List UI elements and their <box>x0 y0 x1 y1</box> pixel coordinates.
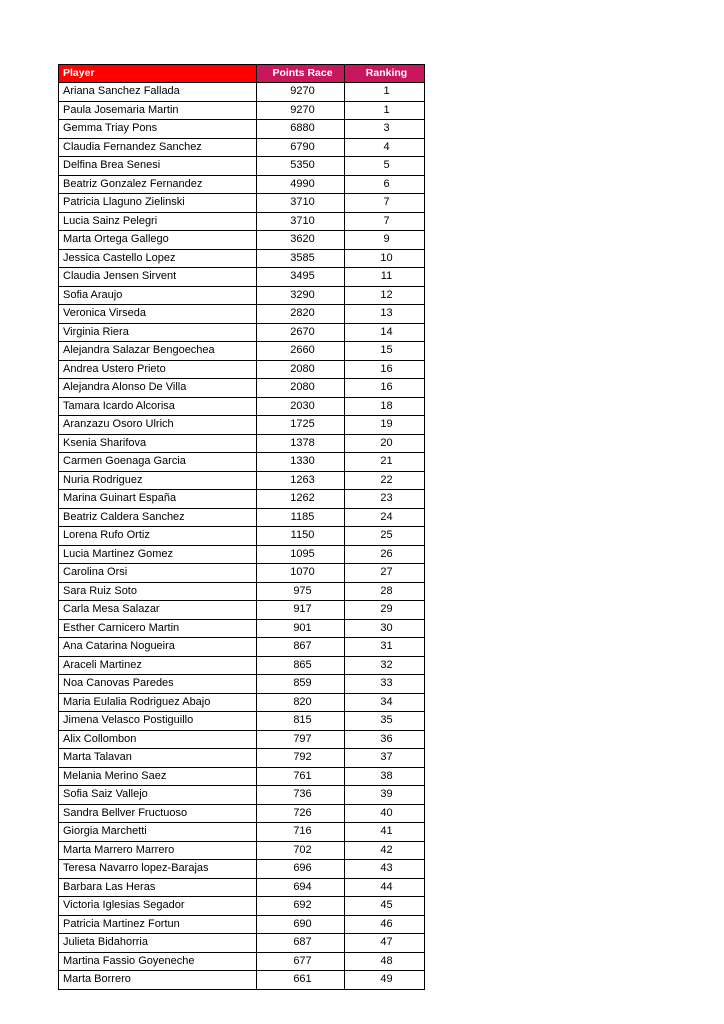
table-row <box>59 249 425 268</box>
cell-ranking: 31 <box>345 638 425 657</box>
cell-points-race: 5350 <box>257 157 345 176</box>
table-row <box>59 952 425 971</box>
cell-ranking: 35 <box>345 712 425 731</box>
cell-points-race: 1095 <box>257 545 345 564</box>
table-row <box>59 434 425 453</box>
cell-ranking: 40 <box>345 804 425 823</box>
cell-points-race: 716 <box>257 823 345 842</box>
cell-player: Claudia Jensen Sirvent <box>59 268 257 287</box>
table-header-row <box>59 65 425 83</box>
table-row <box>59 138 425 157</box>
cell-ranking: 49 <box>345 971 425 990</box>
table-row <box>59 453 425 472</box>
cell-ranking: 43 <box>345 860 425 879</box>
cell-ranking: 28 <box>345 582 425 601</box>
table-body <box>59 83 425 990</box>
cell-ranking: 16 <box>345 360 425 379</box>
cell-ranking: 20 <box>345 434 425 453</box>
cell-ranking: 16 <box>345 379 425 398</box>
cell-ranking: 29 <box>345 601 425 620</box>
cell-ranking: 11 <box>345 268 425 287</box>
cell-player: Marta Marrero Marrero <box>59 841 257 860</box>
cell-ranking: 14 <box>345 323 425 342</box>
cell-player: Patricia Llaguno Zielinski <box>59 194 257 213</box>
cell-player: Araceli Martinez <box>59 656 257 675</box>
cell-points-race: 917 <box>257 601 345 620</box>
table-row <box>59 749 425 768</box>
cell-ranking: 41 <box>345 823 425 842</box>
table-row <box>59 545 425 564</box>
cell-points-race: 3290 <box>257 286 345 305</box>
cell-points-race: 867 <box>257 638 345 657</box>
cell-points-race: 1185 <box>257 508 345 527</box>
cell-player: Virginia Riera <box>59 323 257 342</box>
cell-points-race: 1330 <box>257 453 345 472</box>
table-row <box>59 675 425 694</box>
cell-points-race: 4990 <box>257 175 345 194</box>
table-row <box>59 860 425 879</box>
table-row <box>59 342 425 361</box>
table-row <box>59 601 425 620</box>
cell-points-race: 1150 <box>257 527 345 546</box>
cell-player: Beatriz Caldera Sanchez <box>59 508 257 527</box>
cell-points-race: 3710 <box>257 194 345 213</box>
cell-player: Ana Catarina Nogueira <box>59 638 257 657</box>
cell-ranking: 3 <box>345 120 425 139</box>
cell-points-race: 687 <box>257 934 345 953</box>
cell-ranking: 25 <box>345 527 425 546</box>
cell-points-race: 865 <box>257 656 345 675</box>
table-row <box>59 416 425 435</box>
cell-ranking: 21 <box>345 453 425 472</box>
cell-ranking: 7 <box>345 212 425 231</box>
cell-player: Jimena Velasco Postiguillo <box>59 712 257 731</box>
cell-ranking: 32 <box>345 656 425 675</box>
cell-player: Sofia Saiz Vallejo <box>59 786 257 805</box>
cell-player: Barbara Las Heras <box>59 878 257 897</box>
cell-ranking: 48 <box>345 952 425 971</box>
table-row <box>59 120 425 139</box>
cell-player: Andrea Ustero Prieto <box>59 360 257 379</box>
cell-player: Marta Borrero <box>59 971 257 990</box>
cell-player: Alejandra Salazar Bengoechea <box>59 342 257 361</box>
table-header <box>59 65 425 83</box>
cell-points-race: 2660 <box>257 342 345 361</box>
cell-ranking: 26 <box>345 545 425 564</box>
cell-points-race: 690 <box>257 915 345 934</box>
ranking-table <box>58 64 425 990</box>
cell-ranking: 19 <box>345 416 425 435</box>
cell-points-race: 661 <box>257 971 345 990</box>
cell-player: Melania Merino Saez <box>59 767 257 786</box>
column-header-ranking: Ranking <box>345 65 425 83</box>
cell-player: Alix Collombon <box>59 730 257 749</box>
table-row <box>59 508 425 527</box>
cell-points-race: 3495 <box>257 268 345 287</box>
cell-player: Veronica Virseda <box>59 305 257 324</box>
cell-ranking: 12 <box>345 286 425 305</box>
cell-player: Delfina Brea Senesi <box>59 157 257 176</box>
cell-points-race: 692 <box>257 897 345 916</box>
cell-player: Claudia Fernandez Sanchez <box>59 138 257 157</box>
cell-ranking: 27 <box>345 564 425 583</box>
table-row <box>59 194 425 213</box>
cell-player: Teresa Navarro lopez-Barajas <box>59 860 257 879</box>
cell-ranking: 7 <box>345 194 425 213</box>
cell-player: Noa Canovas Paredes <box>59 675 257 694</box>
cell-points-race: 815 <box>257 712 345 731</box>
cell-points-race: 696 <box>257 860 345 879</box>
cell-points-race: 2080 <box>257 379 345 398</box>
cell-ranking: 22 <box>345 471 425 490</box>
cell-points-race: 2820 <box>257 305 345 324</box>
cell-ranking: 24 <box>345 508 425 527</box>
table-row <box>59 231 425 250</box>
cell-player: Sara Ruiz Soto <box>59 582 257 601</box>
cell-player: Paula Josemaria Martin <box>59 101 257 120</box>
table-row <box>59 619 425 638</box>
table-row <box>59 379 425 398</box>
column-header-player: Player <box>59 65 257 83</box>
cell-points-race: 3710 <box>257 212 345 231</box>
column-header-points-race: Points Race <box>257 65 345 83</box>
cell-points-race: 792 <box>257 749 345 768</box>
cell-points-race: 2670 <box>257 323 345 342</box>
cell-player: Lorena Rufo Ortiz <box>59 527 257 546</box>
table-row <box>59 878 425 897</box>
table-row <box>59 693 425 712</box>
cell-ranking: 46 <box>345 915 425 934</box>
table-row <box>59 397 425 416</box>
cell-player: Marta Ortega Gallego <box>59 231 257 250</box>
cell-player: Aranzazu Osoro Ulrich <box>59 416 257 435</box>
cell-player: Esther Carnicero Martin <box>59 619 257 638</box>
cell-player: Marta Talavan <box>59 749 257 768</box>
cell-points-race: 6790 <box>257 138 345 157</box>
cell-ranking: 1 <box>345 83 425 102</box>
table-row <box>59 175 425 194</box>
cell-points-race: 859 <box>257 675 345 694</box>
cell-points-race: 1378 <box>257 434 345 453</box>
cell-ranking: 13 <box>345 305 425 324</box>
cell-ranking: 15 <box>345 342 425 361</box>
table-row <box>59 490 425 509</box>
cell-points-race: 3620 <box>257 231 345 250</box>
cell-points-race: 9270 <box>257 83 345 102</box>
cell-player: Lucia Martinez Gomez <box>59 545 257 564</box>
cell-player: Sandra Bellver Fructuoso <box>59 804 257 823</box>
table-row <box>59 712 425 731</box>
cell-player: Marina Guinart España <box>59 490 257 509</box>
cell-points-race: 761 <box>257 767 345 786</box>
cell-player: Ksenia Sharifova <box>59 434 257 453</box>
cell-points-race: 901 <box>257 619 345 638</box>
table-row <box>59 656 425 675</box>
table-row <box>59 582 425 601</box>
table-row <box>59 157 425 176</box>
cell-player: Carla Mesa Salazar <box>59 601 257 620</box>
table-row <box>59 268 425 287</box>
table-row <box>59 638 425 657</box>
table-row <box>59 841 425 860</box>
cell-ranking: 18 <box>345 397 425 416</box>
table-row <box>59 804 425 823</box>
cell-points-race: 6880 <box>257 120 345 139</box>
cell-player: Patricia Martinez Fortun <box>59 915 257 934</box>
cell-points-race: 797 <box>257 730 345 749</box>
table-row <box>59 305 425 324</box>
cell-points-race: 1263 <box>257 471 345 490</box>
table-row <box>59 786 425 805</box>
cell-player: Alejandra Alonso De Villa <box>59 379 257 398</box>
table-row <box>59 286 425 305</box>
cell-ranking: 34 <box>345 693 425 712</box>
cell-ranking: 9 <box>345 231 425 250</box>
cell-player: Julieta Bidahorria <box>59 934 257 953</box>
cell-ranking: 39 <box>345 786 425 805</box>
table-row <box>59 323 425 342</box>
table-row <box>59 730 425 749</box>
cell-points-race: 2030 <box>257 397 345 416</box>
cell-points-race: 726 <box>257 804 345 823</box>
cell-player: Nuria Rodriguez <box>59 471 257 490</box>
ranking-table-container <box>58 64 424 990</box>
cell-points-race: 3585 <box>257 249 345 268</box>
cell-player: Tamara Icardo Alcorisa <box>59 397 257 416</box>
table-row <box>59 897 425 916</box>
table-row <box>59 823 425 842</box>
cell-points-race: 820 <box>257 693 345 712</box>
cell-player: Ariana Sanchez Fallada <box>59 83 257 102</box>
table-row <box>59 915 425 934</box>
cell-ranking: 23 <box>345 490 425 509</box>
cell-ranking: 36 <box>345 730 425 749</box>
cell-player: Lucia Sainz Pelegri <box>59 212 257 231</box>
cell-ranking: 38 <box>345 767 425 786</box>
cell-points-race: 1725 <box>257 416 345 435</box>
table-row <box>59 934 425 953</box>
cell-ranking: 10 <box>345 249 425 268</box>
cell-ranking: 6 <box>345 175 425 194</box>
table-row <box>59 471 425 490</box>
cell-player: Carmen Goenaga Garcia <box>59 453 257 472</box>
cell-ranking: 37 <box>345 749 425 768</box>
cell-player: Victoria Iglesias Segador <box>59 897 257 916</box>
cell-player: Jessica Castello Lopez <box>59 249 257 268</box>
cell-points-race: 677 <box>257 952 345 971</box>
cell-points-race: 1070 <box>257 564 345 583</box>
table-row <box>59 767 425 786</box>
cell-player: Gemma Triay Pons <box>59 120 257 139</box>
cell-ranking: 4 <box>345 138 425 157</box>
cell-points-race: 975 <box>257 582 345 601</box>
table-row <box>59 564 425 583</box>
table-row <box>59 212 425 231</box>
table-row <box>59 101 425 120</box>
cell-points-race: 702 <box>257 841 345 860</box>
cell-ranking: 44 <box>345 878 425 897</box>
table-row <box>59 83 425 102</box>
cell-points-race: 694 <box>257 878 345 897</box>
cell-player: Carolina Orsi <box>59 564 257 583</box>
cell-points-race: 736 <box>257 786 345 805</box>
cell-ranking: 1 <box>345 101 425 120</box>
cell-player: Martina Fassio Goyeneche <box>59 952 257 971</box>
cell-player: Giorgia Marchetti <box>59 823 257 842</box>
cell-ranking: 5 <box>345 157 425 176</box>
cell-ranking: 47 <box>345 934 425 953</box>
table-row <box>59 360 425 379</box>
cell-player: Maria Eulalia Rodriguez Abajo <box>59 693 257 712</box>
cell-ranking: 45 <box>345 897 425 916</box>
cell-points-race: 1262 <box>257 490 345 509</box>
cell-ranking: 33 <box>345 675 425 694</box>
cell-player: Beatriz Gonzalez Fernandez <box>59 175 257 194</box>
cell-player: Sofia Araujo <box>59 286 257 305</box>
cell-ranking: 30 <box>345 619 425 638</box>
table-row <box>59 527 425 546</box>
cell-points-race: 9270 <box>257 101 345 120</box>
table-row <box>59 971 425 990</box>
cell-ranking: 42 <box>345 841 425 860</box>
cell-points-race: 2080 <box>257 360 345 379</box>
